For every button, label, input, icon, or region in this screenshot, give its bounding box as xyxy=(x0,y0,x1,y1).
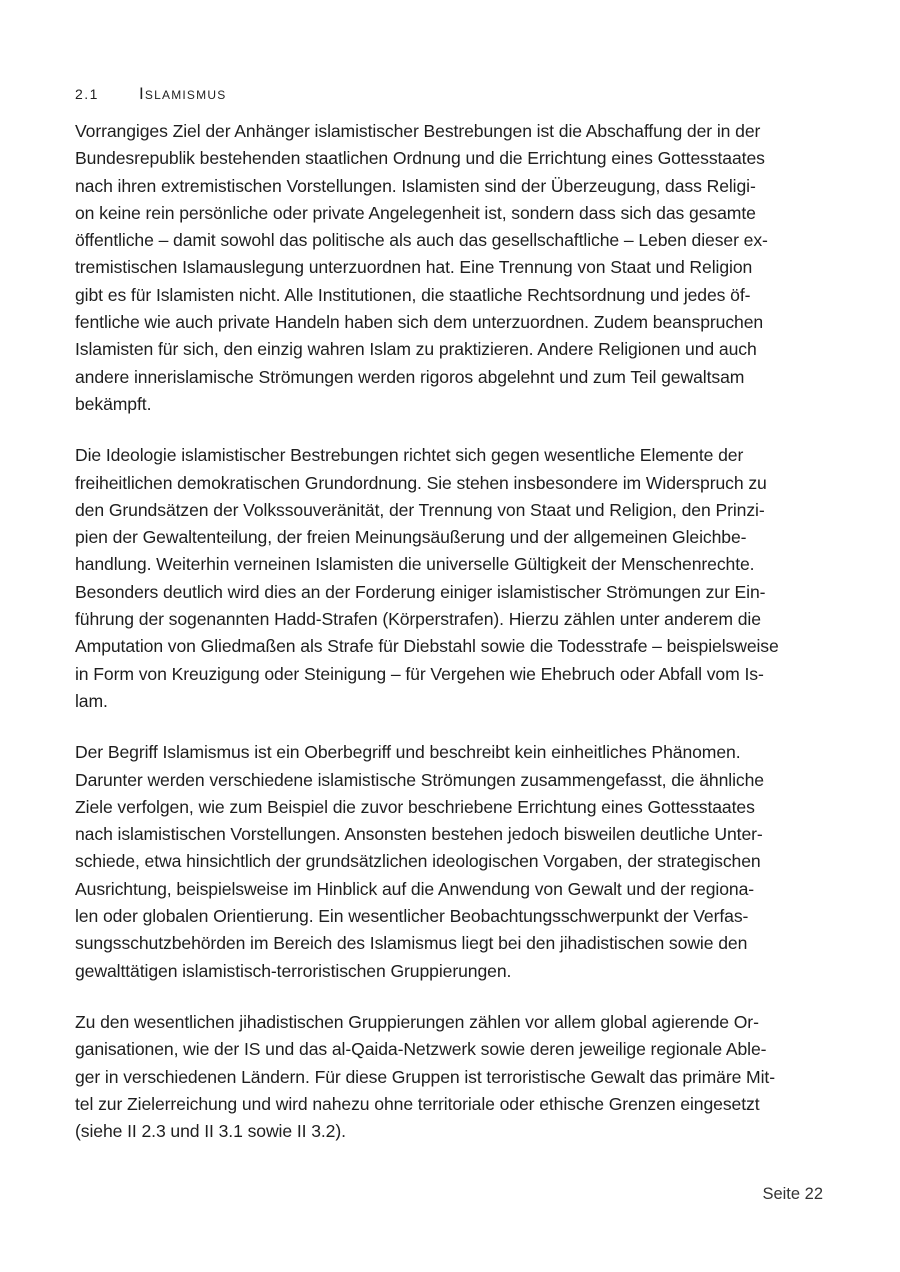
text-line: schiede, etwa hinsichtlich der grundsätzlichen ideologischen Vorgaben, der strategischen xyxy=(75,851,761,872)
text-line: Amputation von Gliedmaßen als Strafe für Diebstahl sowie die Todesstrafe – beispielsweise xyxy=(75,636,779,657)
text-line: andere innerislamische Strömungen werden rigoros abgelehnt und zum Teil gewaltsam xyxy=(75,366,745,387)
paragraph-1 xyxy=(75,118,827,418)
text-line: Besonders deutlich wird dies an der Forderung einiger islamistischer Strömungen zur Ein- xyxy=(75,581,766,602)
text-line: sungsschutzbehörden im Bereich des Islamismus liegt bei den jihadistischen sowie den xyxy=(75,933,748,954)
text-line: nach islamistischen Vorstellungen. Ansonsten bestehen jedoch bisweilen deutliche Unter- xyxy=(75,824,763,845)
text-line: tremistischen Islamauslegung unterzuordnen hat. Eine Trennung von Staat und Religion xyxy=(75,257,753,278)
text-line: ger in verschiedenen Ländern. Für diese Gruppen ist terroristische Gewalt das primäre Mit- xyxy=(75,1066,775,1087)
section-number: 2.1 xyxy=(75,86,99,102)
text-line: führung der sogenannten Hadd-Strafen (Körperstrafen). Hierzu zählen unter anderem die xyxy=(75,609,761,630)
text-line: freiheitlichen demokratischen Grundordnung. Sie stehen insbesondere im Widerspruch zu xyxy=(75,472,767,493)
text-line: gewalttätigen islamistisch-terroristischen Gruppierungen. xyxy=(75,960,512,981)
paragraph-3 xyxy=(75,739,827,985)
text-line: Zu den wesentlichen jihadistischen Gruppierungen zählen vor allem global agierende Or- xyxy=(75,1011,759,1032)
text-line: fentliche wie auch private Handeln haben sich dem unterzuordnen. Zudem beanspruchen xyxy=(75,312,764,333)
text-line: Der Begriff Islamismus ist ein Oberbegriff und beschreibt kein einheitliches Phänomen. xyxy=(75,742,741,763)
section-title: Islamismus xyxy=(139,84,227,103)
text-line: bekämpft. xyxy=(75,393,152,414)
text-line: handlung. Weiterhin verneinen Islamisten die universelle Gültigkeit der Menschenrechte. xyxy=(75,554,755,575)
paragraph-4 xyxy=(75,1009,827,1145)
text-line: (siehe II 2.3 und II 3.1 sowie II 3.2). xyxy=(75,1121,346,1142)
text-line: Vorrangiges Ziel der Anhänger islamistischer Bestrebungen ist die Abschaffung der in der xyxy=(75,121,761,141)
text-line: öffentliche – damit sowohl das politische als auch das gesellschaftliche – Leben dieser ex- xyxy=(75,230,768,251)
text-line: Islamisten für sich, den einzig wahren Islam zu praktizieren. Andere Religionen und auch xyxy=(75,339,757,360)
text-line: Bundesrepublik bestehenden staatlichen Ordnung und die Errichtung eines Gottesstaates xyxy=(75,148,765,169)
paragraph-2 xyxy=(75,442,827,715)
text-line: Darunter werden verschiedene islamistische Strömungen zusammengefasst, die ähnliche xyxy=(75,769,764,790)
text-line: on keine rein persönliche oder private Angelegenheit ist, sondern dass sich das gesamte xyxy=(75,202,756,223)
text-line: in Form von Kreuzigung oder Steinigung – für Vergehen wie Ehebruch oder Abfall vom Is- xyxy=(75,663,764,684)
page-number: Seite 22 xyxy=(762,1185,823,1203)
section-heading xyxy=(75,84,827,104)
text-line: gibt es für Islamisten nicht. Alle Institutionen, die staatliche Rechtsordnung und jedes öf- xyxy=(75,284,751,305)
text-line: pien der Gewaltenteilung, der freien Meinungsäußerung und der allgemeinen Gleichbe- xyxy=(75,527,747,548)
text-line: tel zur Zielerreichung und wird nahezu ohne territoriale oder ethische Grenzen eingesetzt xyxy=(75,1093,760,1114)
text-line: Die Ideologie islamistischer Bestrebungen richtet sich gegen wesentliche Elemente der xyxy=(75,445,744,466)
text-line: nach ihren extremistischen Vorstellungen. Islamisten sind der Überzeugung, dass Religi- xyxy=(75,175,756,196)
page-content xyxy=(75,84,827,1169)
text-line: lam. xyxy=(75,690,108,711)
text-line: ganisationen, wie der IS und das al-Qaida-Netzwerk sowie deren jeweilige regionale Able- xyxy=(75,1039,767,1060)
text-line: den Grundsätzen der Volkssouveränität, der Trennung von Staat und Religion, den Prinzi- xyxy=(75,499,765,520)
text-line: len oder globalen Orientierung. Ein wesentlicher Beobachtungsschwerpunkt der Verfas- xyxy=(75,906,749,927)
text-line: Ausrichtung, beispielsweise im Hinblick auf die Anwendung von Gewalt und der regiona- xyxy=(75,878,755,899)
text-line: Ziele verfolgen, wie zum Beispiel die zuvor beschriebene Errichtung eines Gottesstaates xyxy=(75,796,755,817)
